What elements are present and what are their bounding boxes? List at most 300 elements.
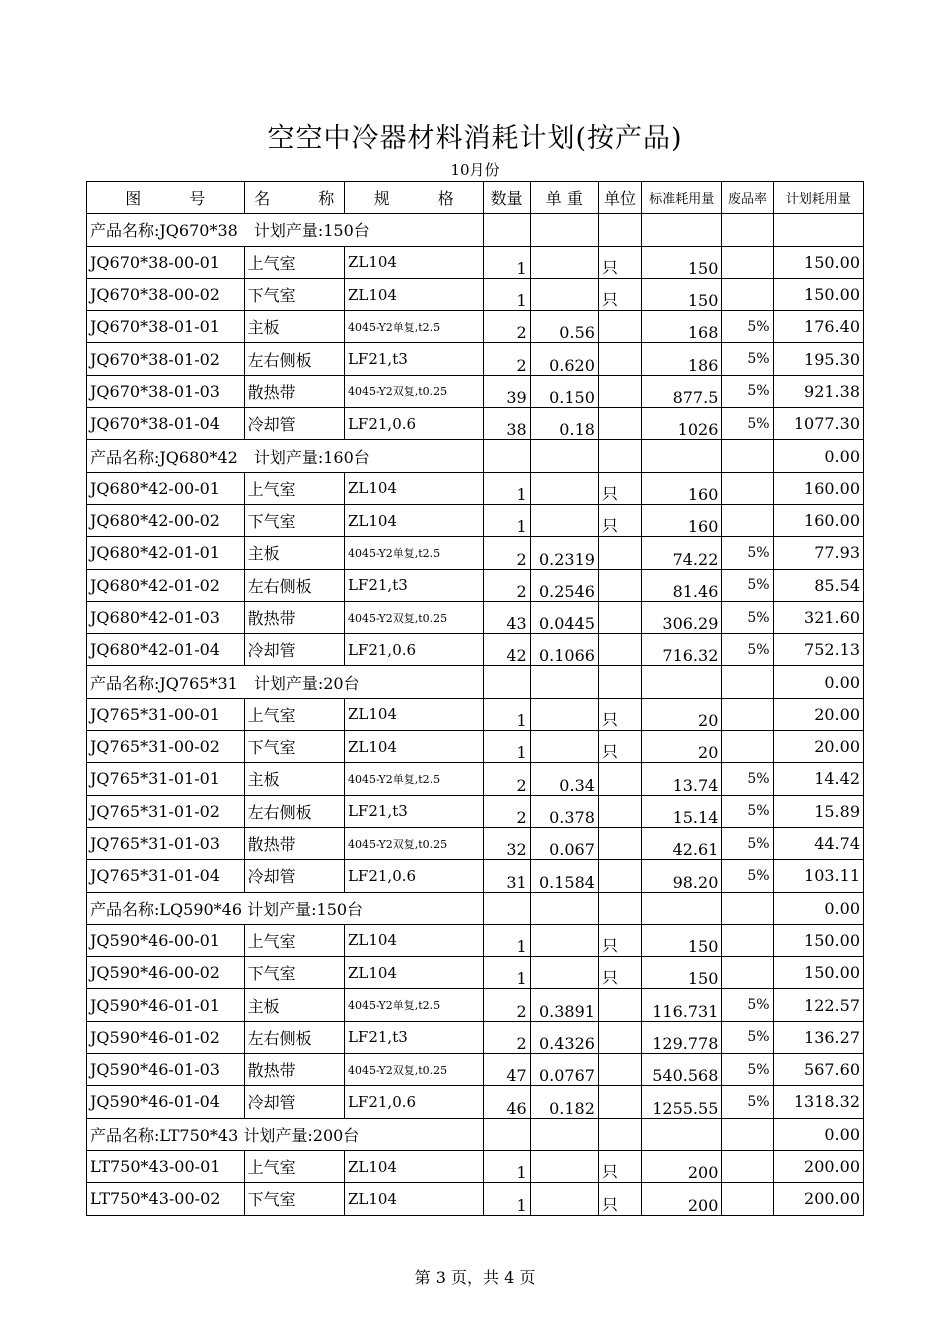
unit-weight: [530, 1150, 598, 1182]
scrap-rate: 5%: [722, 569, 773, 601]
standard-usage: 20: [642, 698, 722, 730]
material-spec: LF21,0.6: [344, 1086, 483, 1118]
scrap-rate: 5%: [722, 311, 773, 343]
planned-usage: 1077.30: [773, 408, 863, 440]
quantity: 1: [483, 1183, 530, 1215]
part-code: JQ590*46-00-01: [87, 924, 245, 956]
quantity: 2: [483, 343, 530, 375]
quantity: 1: [483, 472, 530, 504]
standard-usage: 15.14: [642, 795, 722, 827]
material-spec: LF21,t3: [344, 569, 483, 601]
scrap-rate: 5%: [722, 1054, 773, 1086]
part-code: JQ670*38-01-03: [87, 375, 245, 407]
header-unit: 单位: [598, 182, 641, 214]
part-name: 下气室: [244, 957, 344, 989]
part-code: JQ670*38-00-01: [87, 246, 245, 278]
quantity: 2: [483, 795, 530, 827]
empty-cell: [483, 892, 530, 924]
table-row: [87, 375, 864, 407]
part-code: JQ670*38-01-01: [87, 311, 245, 343]
group-header: 产品名称:LQ590*46 计划产量:150台: [87, 892, 484, 924]
unit-weight: 0.620: [530, 343, 598, 375]
part-code: JQ590*46-01-03: [87, 1054, 245, 1086]
empty-cell: [722, 440, 773, 472]
part-code: JQ765*31-01-01: [87, 763, 245, 795]
material-spec: ZL104: [344, 246, 483, 278]
part-name: 主板: [244, 763, 344, 795]
planned-usage: 200.00: [773, 1183, 863, 1215]
scrap-rate: 5%: [722, 989, 773, 1021]
material-spec: 4045-Y2双复,t0.25: [344, 601, 483, 633]
group-header: 产品名称:JQ765*31 计划产量:20台: [87, 666, 484, 698]
quantity: 43: [483, 601, 530, 633]
scrap-rate: 5%: [722, 1086, 773, 1118]
part-name: 主板: [244, 311, 344, 343]
scrap-rate: [722, 472, 773, 504]
unit-weight: 0.067: [530, 827, 598, 859]
material-spec: ZL104: [344, 698, 483, 730]
table-row: [87, 537, 864, 569]
part-name: 左右侧板: [244, 569, 344, 601]
group-header: 产品名称:JQ670*38 计划产量:150台: [87, 214, 484, 246]
header-row: [87, 182, 864, 214]
empty-cell: [530, 440, 598, 472]
part-code: JQ765*31-01-03: [87, 827, 245, 859]
part-name: 下气室: [244, 731, 344, 763]
material-spec: ZL104: [344, 731, 483, 763]
unit: [598, 1086, 641, 1118]
scrap-rate: 5%: [722, 763, 773, 795]
empty-cell: [483, 666, 530, 698]
planned-usage: 15.89: [773, 795, 863, 827]
unit-weight: [530, 731, 598, 763]
part-code: LT750*43-00-02: [87, 1183, 245, 1215]
unit-weight: 0.2319: [530, 537, 598, 569]
group-header-row: [87, 440, 864, 472]
scrap-rate: 5%: [722, 795, 773, 827]
part-name: 散热带: [244, 375, 344, 407]
part-name: 上气室: [244, 246, 344, 278]
unit-weight: [530, 957, 598, 989]
table-row: [87, 731, 864, 763]
unit: 只: [598, 504, 641, 536]
header-std-usage: 标准耗用量: [642, 182, 722, 214]
unit: [598, 408, 641, 440]
material-spec: 4045-Y2单复,t2.5: [344, 311, 483, 343]
standard-usage: 116.731: [642, 989, 722, 1021]
standard-usage: 42.61: [642, 827, 722, 859]
part-name: 上气室: [244, 924, 344, 956]
table-row: [87, 924, 864, 956]
material-spec: ZL104: [344, 1183, 483, 1215]
empty-cell: [530, 666, 598, 698]
part-name: 左右侧板: [244, 343, 344, 375]
standard-usage: 74.22: [642, 537, 722, 569]
quantity: 31: [483, 860, 530, 892]
group-header-row: [87, 892, 864, 924]
standard-usage: 168: [642, 311, 722, 343]
part-code: JQ590*46-01-01: [87, 989, 245, 1021]
quantity: 1: [483, 504, 530, 536]
part-name: 主板: [244, 537, 344, 569]
unit-weight: [530, 1183, 598, 1215]
header-code: 图 号: [87, 182, 245, 214]
planned-usage: 567.60: [773, 1054, 863, 1086]
unit-weight: [530, 504, 598, 536]
table-row: [87, 860, 864, 892]
material-spec: ZL104: [344, 504, 483, 536]
unit: 只: [598, 278, 641, 310]
table-row: [87, 634, 864, 666]
scrap-rate: [722, 278, 773, 310]
part-name: 上气室: [244, 472, 344, 504]
quantity: 38: [483, 408, 530, 440]
part-name: 下气室: [244, 278, 344, 310]
part-code: JQ670*38-01-04: [87, 408, 245, 440]
scrap-rate: [722, 924, 773, 956]
material-spec: LF21,t3: [344, 343, 483, 375]
standard-usage: 150: [642, 278, 722, 310]
part-name: 上气室: [244, 1150, 344, 1182]
unit-weight: 0.150: [530, 375, 598, 407]
unit: [598, 375, 641, 407]
quantity: 39: [483, 375, 530, 407]
empty-cell: [530, 214, 598, 246]
quantity: 1: [483, 957, 530, 989]
unit-weight: 0.3891: [530, 989, 598, 1021]
unit: [598, 1054, 641, 1086]
group-header-row: [87, 1118, 864, 1150]
part-name: 冷却管: [244, 408, 344, 440]
planned-usage: 14.42: [773, 763, 863, 795]
material-consumption-table: [86, 181, 864, 1216]
material-spec: ZL104: [344, 924, 483, 956]
standard-usage: 129.778: [642, 1021, 722, 1053]
standard-usage: 150: [642, 246, 722, 278]
table-row: [87, 569, 864, 601]
table-row: [87, 795, 864, 827]
empty-cell: [483, 1118, 530, 1150]
scrap-rate: [722, 698, 773, 730]
part-code: JQ590*46-01-02: [87, 1021, 245, 1053]
material-spec: LF21,0.6: [344, 860, 483, 892]
group-total: 0.00: [773, 440, 863, 472]
material-spec: LF21,0.6: [344, 634, 483, 666]
material-spec: 4045-Y2单复,t2.5: [344, 989, 483, 1021]
part-code: JQ590*46-00-02: [87, 957, 245, 989]
table-row: [87, 763, 864, 795]
scrap-rate: [722, 246, 773, 278]
part-code: JQ680*42-01-03: [87, 601, 245, 633]
scrap-rate: [722, 1183, 773, 1215]
planned-usage: 103.11: [773, 860, 863, 892]
planned-usage: 85.54: [773, 569, 863, 601]
scrap-rate: [722, 731, 773, 763]
standard-usage: 1026: [642, 408, 722, 440]
month-subtitle: 10月份: [450, 161, 500, 179]
quantity: 46: [483, 1086, 530, 1118]
unit: 只: [598, 246, 641, 278]
standard-usage: 150: [642, 924, 722, 956]
unit: [598, 634, 641, 666]
material-spec: 4045-Y2单复,t2.5: [344, 537, 483, 569]
header-name: 名 称: [244, 182, 344, 214]
empty-cell: [642, 892, 722, 924]
table-row: [87, 989, 864, 1021]
quantity: 1: [483, 924, 530, 956]
header-plan-usage: 计划耗用量: [773, 182, 863, 214]
quantity: 1: [483, 278, 530, 310]
empty-cell: [642, 1118, 722, 1150]
standard-usage: 160: [642, 472, 722, 504]
group-header: 产品名称:JQ680*42 计划产量:160台: [87, 440, 484, 472]
empty-cell: [530, 1118, 598, 1150]
unit: [598, 1021, 641, 1053]
group-total: 0.00: [773, 892, 863, 924]
table-row: [87, 311, 864, 343]
unit-weight: 0.1066: [530, 634, 598, 666]
unit: 只: [598, 924, 641, 956]
table-row: [87, 1086, 864, 1118]
part-name: 散热带: [244, 601, 344, 633]
group-total: [773, 214, 863, 246]
standard-usage: 200: [642, 1183, 722, 1215]
empty-cell: [722, 214, 773, 246]
part-name: 散热带: [244, 1054, 344, 1086]
quantity: 47: [483, 1054, 530, 1086]
unit: [598, 311, 641, 343]
material-spec: LF21,0.6: [344, 408, 483, 440]
part-code: JQ765*31-01-04: [87, 860, 245, 892]
empty-cell: [722, 892, 773, 924]
standard-usage: 186: [642, 343, 722, 375]
unit: 只: [598, 1150, 641, 1182]
scrap-rate: 5%: [722, 343, 773, 375]
planned-usage: 150.00: [773, 246, 863, 278]
material-spec: 4045-Y2双复,t0.25: [344, 827, 483, 859]
header-qty: 数量: [483, 182, 530, 214]
standard-usage: 1255.55: [642, 1086, 722, 1118]
scrap-rate: [722, 957, 773, 989]
unit: [598, 537, 641, 569]
standard-usage: 150: [642, 957, 722, 989]
standard-usage: 877.5: [642, 375, 722, 407]
quantity: 1: [483, 698, 530, 730]
quantity: 1: [483, 246, 530, 278]
material-spec: 4045-Y2单复,t2.5: [344, 763, 483, 795]
standard-usage: 160: [642, 504, 722, 536]
unit: [598, 989, 641, 1021]
unit: [598, 827, 641, 859]
planned-usage: 150.00: [773, 924, 863, 956]
part-code: JQ765*31-00-01: [87, 698, 245, 730]
unit-weight: 0.0445: [530, 601, 598, 633]
standard-usage: 540.568: [642, 1054, 722, 1086]
table-row: [87, 601, 864, 633]
table-row: [87, 957, 864, 989]
standard-usage: 200: [642, 1150, 722, 1182]
table-row: [87, 343, 864, 375]
quantity: 2: [483, 537, 530, 569]
table-row: [87, 472, 864, 504]
quantity: 2: [483, 1021, 530, 1053]
planned-usage: 1318.32: [773, 1086, 863, 1118]
part-name: 散热带: [244, 827, 344, 859]
unit: [598, 795, 641, 827]
unit: 只: [598, 698, 641, 730]
table-row: [87, 1183, 864, 1215]
header-spec: 规 格: [344, 182, 483, 214]
group-header-row: [87, 666, 864, 698]
empty-cell: [598, 1118, 641, 1150]
unit-weight: 0.34: [530, 763, 598, 795]
scrap-rate: 5%: [722, 1021, 773, 1053]
material-spec: 4045-Y2双复,t0.25: [344, 1054, 483, 1086]
part-code: JQ590*46-01-04: [87, 1086, 245, 1118]
scrap-rate: [722, 504, 773, 536]
planned-usage: 200.00: [773, 1150, 863, 1182]
part-name: 冷却管: [244, 1086, 344, 1118]
unit-weight: [530, 278, 598, 310]
scrap-rate: 5%: [722, 827, 773, 859]
quantity: 2: [483, 989, 530, 1021]
part-name: 冷却管: [244, 634, 344, 666]
quantity: 32: [483, 827, 530, 859]
planned-usage: 160.00: [773, 504, 863, 536]
unit-weight: 0.18: [530, 408, 598, 440]
table-row: [87, 1150, 864, 1182]
material-spec: ZL104: [344, 472, 483, 504]
part-code: JQ765*31-00-02: [87, 731, 245, 763]
unit: [598, 569, 641, 601]
planned-usage: 122.57: [773, 989, 863, 1021]
planned-usage: 44.74: [773, 827, 863, 859]
empty-cell: [642, 440, 722, 472]
part-code: JQ680*42-01-04: [87, 634, 245, 666]
part-name: 主板: [244, 989, 344, 1021]
standard-usage: 98.20: [642, 860, 722, 892]
planned-usage: 921.38: [773, 375, 863, 407]
planned-usage: 77.93: [773, 537, 863, 569]
empty-cell: [530, 892, 598, 924]
planned-usage: 160.00: [773, 472, 863, 504]
unit: [598, 860, 641, 892]
table-row: [87, 1021, 864, 1053]
group-header-row: [87, 214, 864, 246]
part-code: JQ765*31-01-02: [87, 795, 245, 827]
unit-weight: 0.378: [530, 795, 598, 827]
standard-usage: 716.32: [642, 634, 722, 666]
unit-weight: [530, 472, 598, 504]
unit-weight: 0.4326: [530, 1021, 598, 1053]
scrap-rate: 5%: [722, 860, 773, 892]
scrap-rate: 5%: [722, 601, 773, 633]
empty-cell: [483, 214, 530, 246]
part-code: JQ680*42-01-01: [87, 537, 245, 569]
quantity: 1: [483, 731, 530, 763]
quantity: 2: [483, 763, 530, 795]
part-code: JQ680*42-00-01: [87, 472, 245, 504]
standard-usage: 306.29: [642, 601, 722, 633]
unit-weight: [530, 246, 598, 278]
planned-usage: 176.40: [773, 311, 863, 343]
part-name: 左右侧板: [244, 1021, 344, 1053]
part-code: JQ670*38-00-02: [87, 278, 245, 310]
empty-cell: [598, 214, 641, 246]
empty-cell: [722, 1118, 773, 1150]
part-code: JQ680*42-00-02: [87, 504, 245, 536]
material-spec: ZL104: [344, 1150, 483, 1182]
standard-usage: 81.46: [642, 569, 722, 601]
table-row: [87, 408, 864, 440]
unit-weight: 0.1584: [530, 860, 598, 892]
table-row: [87, 1054, 864, 1086]
unit-weight: [530, 924, 598, 956]
unit-weight: 0.56: [530, 311, 598, 343]
page-footer: 第 3 页，共 4 页: [414, 1268, 536, 1287]
unit: [598, 763, 641, 795]
unit: 只: [598, 957, 641, 989]
unit: [598, 343, 641, 375]
scrap-rate: 5%: [722, 537, 773, 569]
part-name: 下气室: [244, 504, 344, 536]
unit: 只: [598, 472, 641, 504]
group-header: 产品名称:LT750*43 计划产量:200台: [87, 1118, 484, 1150]
scrap-rate: 5%: [722, 408, 773, 440]
planned-usage: 20.00: [773, 731, 863, 763]
part-name: 上气室: [244, 698, 344, 730]
table-row: [87, 827, 864, 859]
empty-cell: [642, 666, 722, 698]
planned-usage: 20.00: [773, 698, 863, 730]
header-unit-weight: 单 重: [530, 182, 598, 214]
table-row: [87, 246, 864, 278]
material-spec: ZL104: [344, 957, 483, 989]
part-name: 左右侧板: [244, 795, 344, 827]
empty-cell: [642, 214, 722, 246]
group-total: 0.00: [773, 1118, 863, 1150]
unit: 只: [598, 1183, 641, 1215]
unit-weight: 0.182: [530, 1086, 598, 1118]
planned-usage: 752.13: [773, 634, 863, 666]
material-spec: 4045-Y2双复,t0.25: [344, 375, 483, 407]
table-row: [87, 278, 864, 310]
empty-cell: [722, 666, 773, 698]
material-spec: LF21,t3: [344, 1021, 483, 1053]
table-row: [87, 504, 864, 536]
unit-weight: [530, 698, 598, 730]
unit: 只: [598, 731, 641, 763]
part-name: 冷却管: [244, 860, 344, 892]
part-name: 下气室: [244, 1183, 344, 1215]
empty-cell: [598, 666, 641, 698]
empty-cell: [598, 892, 641, 924]
header-scrap-rate: 废品率: [722, 182, 773, 214]
material-spec: LF21,t3: [344, 795, 483, 827]
planned-usage: 150.00: [773, 278, 863, 310]
planned-usage: 136.27: [773, 1021, 863, 1053]
quantity: 1: [483, 1150, 530, 1182]
empty-cell: [598, 440, 641, 472]
scrap-rate: 5%: [722, 375, 773, 407]
scrap-rate: 5%: [722, 634, 773, 666]
empty-cell: [483, 440, 530, 472]
part-code: LT750*43-00-01: [87, 1150, 245, 1182]
group-total: 0.00: [773, 666, 863, 698]
material-spec: ZL104: [344, 278, 483, 310]
standard-usage: 20: [642, 731, 722, 763]
page-title: 空空中冷器材料消耗计划(按产品): [267, 123, 683, 154]
